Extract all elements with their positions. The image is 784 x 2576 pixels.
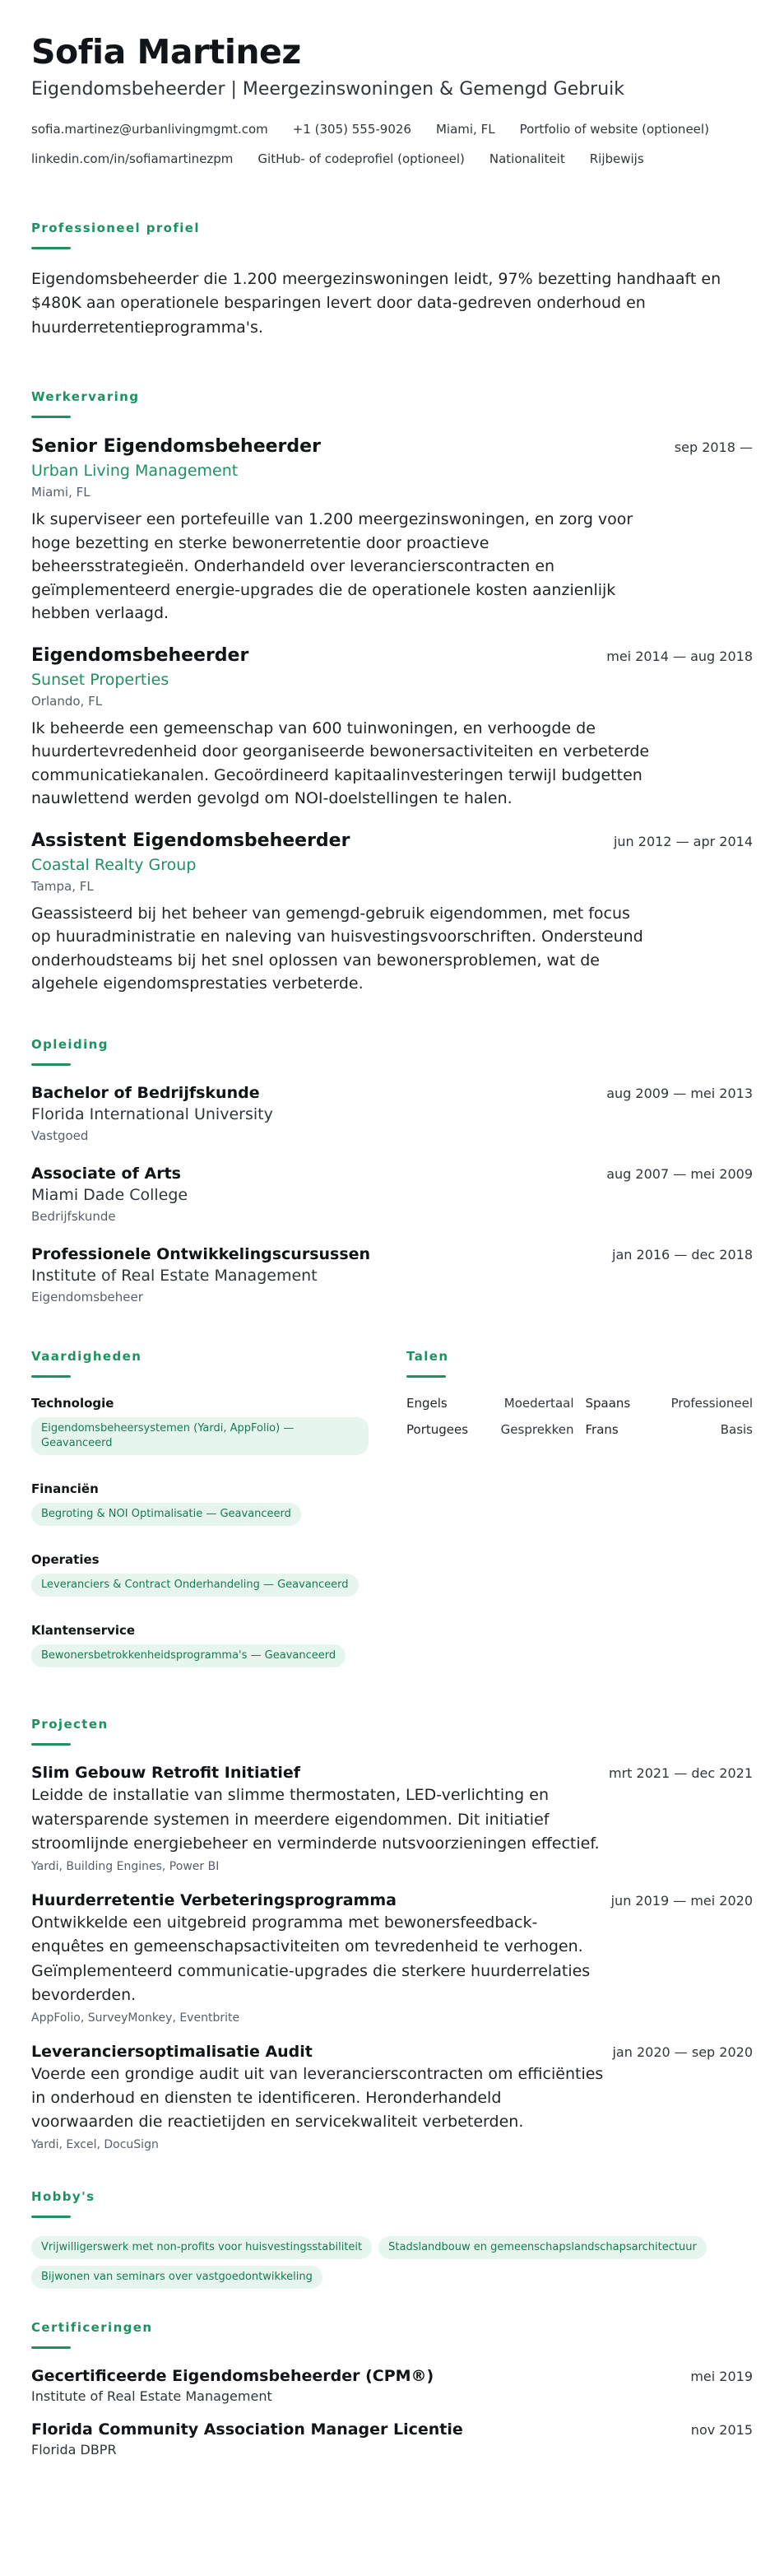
contact-portfolio[interactable]: Portfolio of website (optioneel) xyxy=(519,121,709,137)
project-tools: Yardi, Excel, DocuSign xyxy=(31,2137,159,2151)
language-name: Portugees xyxy=(406,1421,469,1437)
job-description: Ik beheerde een gemeenschap van 600 tuinwoningen, en verhoogde de huurdertevredenheid door georganiseerde bewonersactiviteiten en verbeterde communicatiekanalen. Gecoördineerd kapitaalinvesteringen terwijl budgetten nauwlettend werden gevolgd om NOI-doelstellingen te halen. xyxy=(31,718,650,808)
section-title-education: Opleiding xyxy=(31,1036,109,1052)
language-item xyxy=(586,1396,754,1411)
contact-list xyxy=(31,122,753,181)
education-field: Vastgoed xyxy=(31,1128,89,1143)
project-entry xyxy=(31,2043,753,2151)
job-entry xyxy=(31,436,753,625)
project-date: jan 2020 — sep 2020 xyxy=(612,2044,753,2060)
education-school: Miami Dade College xyxy=(31,1185,188,1204)
education-entry xyxy=(31,1245,753,1304)
job-title: Eigendomsbeheerder xyxy=(31,644,249,666)
skill-chip: Begroting & NOI Optimalisatie — Geavanceerd xyxy=(31,1503,301,1526)
certification-date: nov 2015 xyxy=(690,2422,753,2439)
job-company: Coastal Realty Group xyxy=(31,855,197,874)
section-title-skills: Vaardigheden xyxy=(31,1348,142,1364)
education-school: Institute of Real Estate Management xyxy=(31,1266,318,1285)
job-description: Geassisteerd bij het beheer van gemengd-gebruik eigendommen, met focus op huuradministratie en naleving van huisvestingsvoorschriften. Ondersteund onderhoudsteams bij het snel oplossen van bewonersproblemen, wat de algehele eigendomsprestaties verbeterde. xyxy=(31,904,643,993)
project-title: Huurderretentie Verbeteringsprogramma xyxy=(31,1890,397,1909)
project-tools: Yardi, Building Engines, Power BI xyxy=(31,1859,220,1873)
skill-category: Technologie xyxy=(31,1395,114,1411)
summary-text: Eigendomsbeheerder die 1.200 meergezinswoningen leidt, 97% bezetting handhaaft en $480K aan operationele besparingen levert door data-gedreven onderhoud en huurderretentieprogramma's. xyxy=(31,269,721,337)
education-date: aug 2007 — mei 2009 xyxy=(606,1165,753,1182)
job-location: Tampa, FL xyxy=(31,878,94,894)
project-entry xyxy=(31,1891,753,2025)
language-item xyxy=(406,1396,574,1411)
job-title: Senior Eigendomsbeheerder xyxy=(31,436,321,458)
project-entry xyxy=(31,1764,753,1872)
hobby-chip: Vrijwilligerswerk met non-profits voor huisvestingsstabiliteit xyxy=(31,2236,372,2259)
section-divider xyxy=(31,416,71,418)
language-name: Engels xyxy=(406,1395,448,1411)
contact-email[interactable]: sofia.martinez@urbanlivingmgmt.com xyxy=(31,121,268,137)
education-school: Florida International University xyxy=(31,1104,273,1123)
section-title-hobbies: Hobby's xyxy=(31,2188,95,2204)
skill-category: Klantenservice xyxy=(31,1623,136,1639)
project-date: mrt 2021 — dec 2021 xyxy=(608,1765,753,1782)
education-degree: Professionele Ontwikkelingscursussen xyxy=(31,1244,371,1263)
skill-category: Financiën xyxy=(31,1481,99,1496)
project-date: jun 2019 — mei 2020 xyxy=(610,1892,753,1909)
section-title-experience: Werkervaring xyxy=(31,389,140,405)
section-divider xyxy=(31,2346,71,2349)
job-date: jun 2012 — apr 2014 xyxy=(613,833,753,849)
job-entry xyxy=(31,645,753,811)
education-field: Bedrijfskunde xyxy=(31,1208,116,1224)
candidate-name: Sofia Martinez xyxy=(31,32,301,72)
contact-linkedin[interactable]: linkedin.com/in/sofiamartinezpm xyxy=(31,151,234,166)
languages-column xyxy=(406,1326,753,1695)
job-date: sep 2018 — xyxy=(674,439,753,456)
section-title-certifications: Certificeringen xyxy=(31,2320,153,2336)
language-level: Basis xyxy=(720,1421,753,1437)
section-title-languages: Talen xyxy=(406,1348,449,1364)
project-description: Leidde de installatie van slimme thermostaten, LED-verlichting en watersparende systemen in meerdere eigendommen. Dit initiatief stroomlijnde energiebeheer en verminderde nutsvoorzieningen effectief. xyxy=(31,1786,600,1853)
certification-title: Gecertificeerde Eigendomsbeheerder (CPM®) xyxy=(31,2367,434,2386)
certification-entry xyxy=(31,2420,753,2457)
language-name: Spaans xyxy=(585,1395,631,1411)
skill-chip: Bewonersbetrokkenheidsprogramma's — Geavanceerd xyxy=(31,1644,346,1667)
languages-list xyxy=(406,1396,753,1437)
contact-github[interactable]: GitHub- of codeprofiel (optioneel) xyxy=(257,151,465,166)
hobby-chip: Bijwonen van seminars over vastgoedontwikkeling xyxy=(31,2266,322,2289)
certification-issuer: Florida DBPR xyxy=(31,2442,117,2458)
section-divider xyxy=(31,2216,71,2218)
certification-title: Florida Community Association Manager Licentie xyxy=(31,2420,463,2439)
education-field: Eigendomsbeheer xyxy=(31,1289,143,1304)
job-location: Orlando, FL xyxy=(31,693,103,709)
job-title: Assistent Eigendomsbeheerder xyxy=(31,830,350,851)
project-title: Leveranciersoptimalisatie Audit xyxy=(31,2042,313,2061)
project-title: Slim Gebouw Retrofit Initiatief xyxy=(31,1764,301,1783)
contact-nationality: Nationaliteit xyxy=(489,151,565,166)
section-divider xyxy=(31,247,71,249)
section-title-projects: Projecten xyxy=(31,1717,109,1732)
language-item xyxy=(586,1422,754,1437)
section-divider xyxy=(406,1375,446,1378)
section-divider xyxy=(31,1063,71,1066)
education-degree: Bachelor of Bedrijfskunde xyxy=(31,1083,260,1102)
certification-date: mei 2019 xyxy=(690,2369,753,2385)
project-description: Voerde een grondige audit uit van leverancierscontracten om efficiënties in onderhoud en diensten te identificeren. Heronderhandeld voorwaarden die reactietijden en servicekwaliteit verbeterden. xyxy=(31,2064,604,2132)
project-tools: AppFolio, SurveyMonkey, Eventbrite xyxy=(31,2011,240,2025)
language-level: Professioneel xyxy=(670,1395,753,1411)
section-divider xyxy=(31,1375,71,1378)
hobby-list xyxy=(31,2236,753,2295)
language-item xyxy=(406,1422,574,1437)
section-divider xyxy=(31,1743,71,1746)
skills-column xyxy=(31,1326,375,1695)
education-entry xyxy=(31,1084,753,1143)
education-entry xyxy=(31,1165,753,1224)
skills-languages-row xyxy=(31,1326,753,1695)
contact-drivers-license: Rijbewijs xyxy=(589,151,644,166)
section-title-summary: Professioneel profiel xyxy=(31,220,200,235)
job-entry xyxy=(31,830,753,996)
job-company: Urban Living Management xyxy=(31,462,239,481)
contact-location: Miami, FL xyxy=(435,121,495,137)
language-level: Moedertaal xyxy=(503,1395,574,1411)
skill-chip: Eigendomsbeheersystemen (Yardi, AppFolio) — Geavanceerd xyxy=(31,1417,369,1455)
job-company: Sunset Properties xyxy=(31,670,169,689)
job-date: mei 2014 — aug 2018 xyxy=(606,648,753,664)
certification-issuer: Institute of Real Estate Management xyxy=(31,2388,272,2405)
language-level: Gesprekken xyxy=(500,1421,574,1437)
candidate-headline: Eigendomsbeheerder | Meergezinswoningen & Gemengd Gebruik xyxy=(31,79,625,100)
education-date: aug 2009 — mei 2013 xyxy=(606,1085,753,1101)
skill-category: Operaties xyxy=(31,1552,100,1568)
certification-entry xyxy=(31,2367,753,2404)
job-description: Ik superviseer een portefeuille van 1.200 meergezinswoningen, en zorg voor hoge bezetting en sterke bewonerretentie door proactieve beheersstrategieën. Onderhandeld over leverancierscontracten en geïmplementeerd energie-upgrades die de operationele kosten aanzienlijk hebben verlaagd. xyxy=(31,510,633,623)
job-location: Miami, FL xyxy=(31,485,90,500)
skill-chip: Leveranciers & Contract Onderhandeling — Geavanceerd xyxy=(31,1574,359,1597)
hobby-chip: Stadslandbouw en gemeenschapslandschapsarchitectuur xyxy=(378,2236,707,2259)
contact-phone[interactable]: +1 (305) 555-9026 xyxy=(292,121,411,137)
project-description: Ontwikkelde een uitgebreid programma met bewonersfeedback-enquêtes en gemeenschapsactiviteiten om tevredenheid te verhogen. Geïmplementeerd communicatie-upgrades die sterkere huurderrelaties bevorderden. xyxy=(31,1913,591,2005)
education-date: jan 2016 — dec 2018 xyxy=(612,1246,753,1262)
language-name: Frans xyxy=(585,1421,619,1437)
education-degree: Associate of Arts xyxy=(31,1164,181,1183)
